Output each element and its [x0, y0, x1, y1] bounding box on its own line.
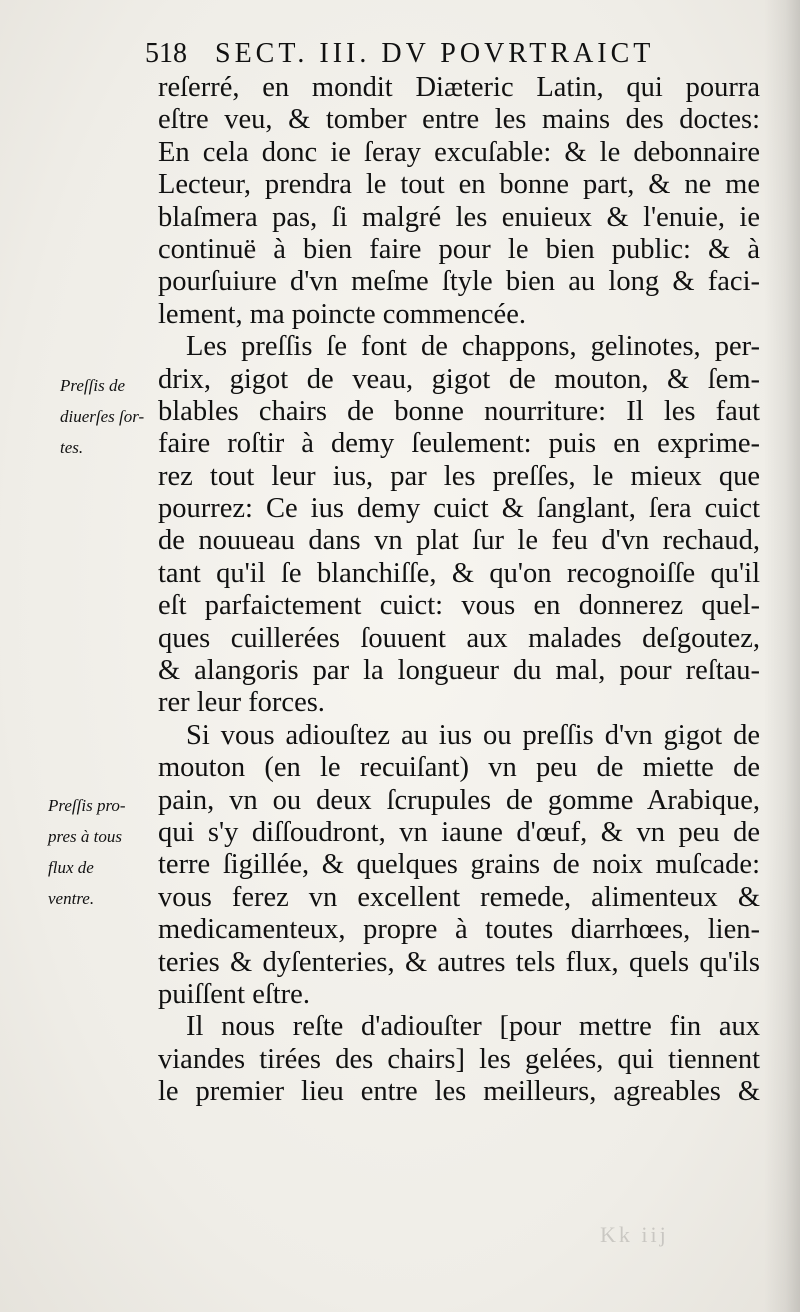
text-line: le premier lieu entre les meilleurs, agreables &: [158, 1076, 760, 1108]
page-number: 518: [145, 38, 187, 69]
text-line: Les preſſis ſe font de chappons, gelinotes, per-: [186, 331, 760, 363]
text-line: qui s'y diſſoudront, vn iaune d'œuf, & vn peu de: [158, 816, 760, 848]
text-line: Lecteur, prendra le tout en bonne part, & ne me: [158, 169, 760, 201]
text-line: eſtre veu, & tomber entre les mains des doctes:: [158, 104, 760, 136]
signature-mark: Kk iij: [600, 1222, 669, 1247]
text-line: rer leur forces.: [158, 687, 325, 719]
text-line: puiſſent eſtre.: [158, 978, 310, 1010]
text-line: faire roſtir à demy ſeulement: puis en exprime-: [158, 428, 760, 460]
text-line: terre ſigillée, & quelques grains de noix muſcade:: [158, 849, 760, 881]
text-line: mouton (en le recuiſant) vn peu de miette de: [158, 752, 760, 784]
text-line: Si vous adiouſtez au ius ou preſſis d'vn gigot de: [186, 719, 760, 751]
text-line: lement, ma poincte commencée.: [158, 298, 526, 330]
text-line: ques cuillerées ſouuent aux malades deſgoutez,: [158, 622, 760, 654]
text-line: pain, vn ou deux ſcrupules de gomme Arabique,: [158, 784, 760, 816]
margin-note-line: ventre.: [48, 889, 95, 908]
running-title: SECT. III. DV POVRTRAICT: [215, 38, 655, 69]
text-line: de nouueau dans vn plat ſur le feu d'vn rechaud,: [158, 525, 760, 557]
text-line: rez tout leur ius, par les preſſes, le mieux que: [158, 460, 760, 492]
text-line: tant qu'il ſe blanchiſſe, & qu'on recognoiſſe qu'il: [158, 557, 760, 589]
text-line: pourſuiure d'vn meſme ſtyle bien au long & faci-: [158, 266, 760, 298]
text-line: vous ferez vn excellent remede, alimenteux &: [158, 881, 760, 913]
margin-note-line: diuerſes ſor-: [60, 407, 145, 426]
text-line: blaſmera pas, ſi malgré les enuieux & l'enuie, ie: [158, 201, 760, 233]
margin-note-line: Preſſis de: [60, 376, 125, 395]
text-line: & alangoris par la longueur du mal, pour reſtau-: [158, 655, 760, 687]
text-line: reſerré, en mondit Diæteric Latin, qui pourra: [158, 72, 760, 103]
text-line: Il nous reſte d'adiouſter [pour mettre fin aux: [186, 1011, 760, 1043]
text-line: continuë à bien faire pour le bien public: & à: [158, 233, 760, 265]
text-line: viandes tirées des chairs] les gelées, qui tiennent: [158, 1043, 760, 1075]
margin-note-line: pres à tous: [48, 827, 122, 846]
gutter-shadow: [764, 0, 800, 1312]
margin-note-pressis-propres-flux: [48, 790, 158, 914]
body-text: [158, 72, 760, 1109]
text-line: drix, gigot de veau, gigot de mouton, & ſem-: [158, 363, 760, 395]
text-line: blables chairs de bonne nourriture: Il les faut: [158, 395, 760, 427]
text-line: En cela donc ie ſeray excuſable: & le debonnaire: [158, 136, 760, 168]
text-line: medicamenteux, propre à toutes diarrhœes, lien-: [158, 914, 760, 946]
text-line: teries & dyſenteries, & autres tels flux, quels qu'ils: [158, 946, 760, 978]
margin-note-line: flux de: [48, 858, 94, 877]
text-line: eſt parfaictement cuict: vous en donnerez quel-: [158, 590, 760, 622]
text-line: pourrez: Ce ius demy cuict & ſanglant, ſera cuict: [158, 493, 760, 525]
margin-note-line: tes.: [60, 438, 84, 457]
margin-note-pressis-de-diuerses-sortes: [60, 370, 170, 463]
margin-note-line: Preſſis pro-: [48, 796, 126, 815]
